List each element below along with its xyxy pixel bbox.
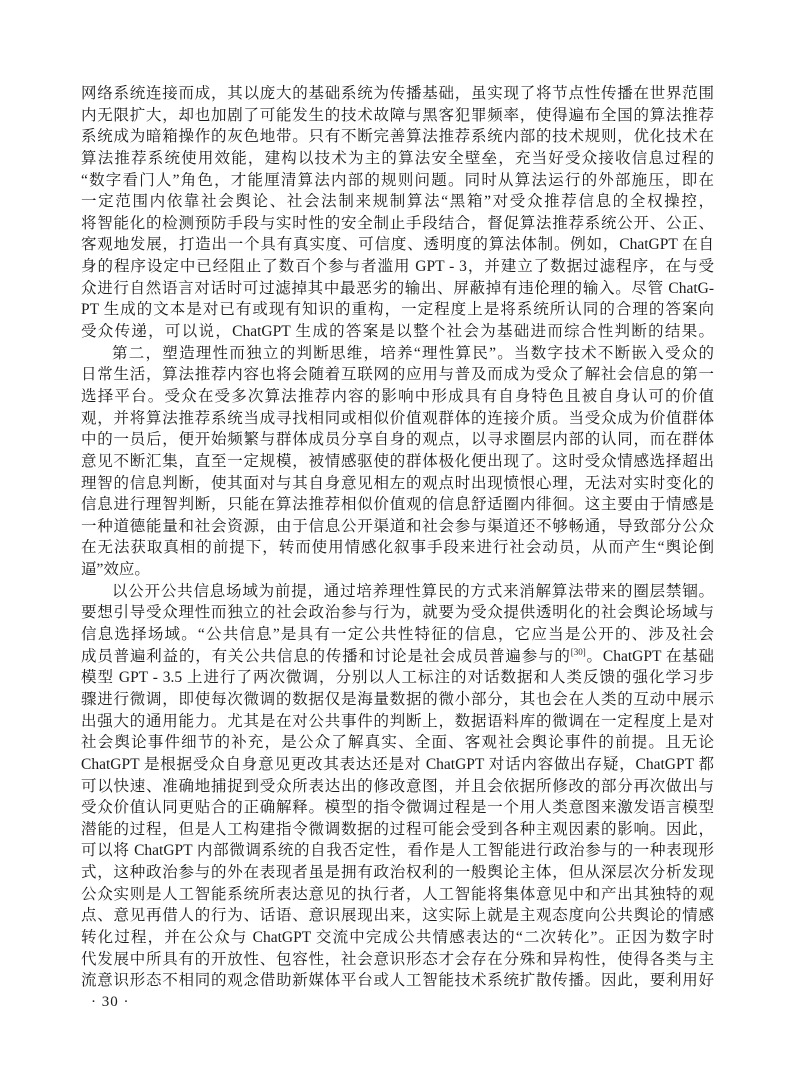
text-segment: 日常生活，算法推荐内容也将会随着互联网的应用与普及而成为受众了解社会信息的第一: [81, 366, 714, 384]
text-line: [81, 170, 714, 192]
text-segment: 观，并将算法推荐系统当成寻找相同或相似价值观群体的连接介质。当受众成为价值群体: [81, 409, 714, 427]
text-line: [81, 256, 714, 278]
text-line: [81, 840, 714, 862]
text-segment: 系统成为暗箱操作的灰色地带。只有不断完善算法推荐系统内部的技术规则，优化技术在: [81, 128, 714, 146]
text-line: [81, 797, 714, 819]
text-segment: 一种道德能量和社会资源，由于信息公开渠道和社会参与渠道还不够畅通，导致部分公众: [81, 517, 714, 535]
text-line: [81, 537, 714, 559]
text-block: [81, 83, 714, 992]
text-line: [81, 754, 714, 776]
text-line: [81, 667, 714, 689]
text-segment: 身的程序设定中已经阻止了数百个参与者滥用 GPT - 3，并建立了数据过滤程序，在与受: [81, 258, 714, 276]
text-segment: 模型 GPT - 3.5 上进行了两次微调，分别以人工标注的对话数据和人类反馈的强化学习步: [81, 669, 714, 687]
text-segment: 可以快速、准确地捕捉到受众所表达出的修改意图，并且会依据所修改的部分再次做出与: [81, 777, 714, 795]
text-segment: 潜能的过程，但是人工构建指令微调数据的过程可能会受到各种主观因素的影响。因此，: [81, 820, 714, 838]
text-line: [81, 148, 714, 170]
text-line: [81, 234, 714, 256]
text-line: [81, 429, 714, 451]
text-segment: 众进行自然语言对话时可过滤掉其中最恶劣的输出、屏蔽掉有违伦理的输入。尽管 ChatG-: [81, 279, 714, 297]
text-line: [81, 516, 714, 538]
text-line: [81, 711, 714, 733]
text-line: [81, 581, 714, 603]
text-line: [81, 83, 714, 105]
text-segment: 代发展中所具有的开放性、包容性，社会意识形态才会存在分殊和异构性，使得各类与主: [81, 950, 714, 968]
text-segment: 受众传递，可以说，ChatGPT 生成的答案是以整个社会为基础进而综合性判断的结果。: [81, 323, 714, 341]
text-line: [81, 559, 714, 581]
text-segment: 客观地发展，打造出一个具有真实度、可信度、透明度的算法体制。例如，ChatGPT 在自: [81, 236, 714, 254]
text-line: [81, 408, 714, 430]
text-segment: 流意识形态不相同的观念借助新媒体平台或人工智能技术系统扩散传播。因此，要利用好: [81, 972, 714, 990]
text-segment: 可以将 ChatGPT 内部微调系统的自我否定性，看作是人工智能进行政治参与的一种表现形: [81, 842, 714, 860]
text-segment: 理智的信息判断，使其面对与其自身意见相左的观点时出现愤恨心理，无法对实时变化的: [81, 474, 714, 492]
footnote-ref: [30]: [570, 646, 586, 657]
text-segment: ChatGPT 是根据受众自身意见更改其表达还是对 ChatGPT 对话内容做出存疑，ChatGPT 都: [81, 755, 714, 773]
text-segment: 中的一员后，便开始频繁与群体成员分享自身的观点，以寻求圈层内部的认同，而在群体: [81, 431, 714, 449]
text-line: [81, 970, 714, 992]
text-segment: 成员普遍利益的，有关公共信息的传播和讨论是社会成员普遍参与的: [81, 647, 571, 665]
text-line: [81, 364, 714, 386]
text-line: [81, 451, 714, 473]
text-line: [81, 343, 714, 365]
text-segment: “数字看门人”角色，才能厘清算法内部的规则问题。同时从算法运行的外部施压，即在: [81, 171, 714, 189]
text-line: [81, 905, 714, 927]
text-line: [81, 105, 714, 127]
text-segment: 出强大的通用能力。尤其是在对公共事件的判断上，数据语料库的微调在一定程度上是对: [81, 712, 714, 730]
text-line: [81, 299, 714, 321]
text-segment: 转化过程，并在公众与 ChatGPT 交流中完成公共情感表达的“二次转化”。正因为数字时: [81, 928, 714, 946]
text-segment: 逼”效应。: [81, 561, 150, 579]
text-segment: 式，这种政治参与的外在表现者虽是拥有政治权利的一般舆论主体，但从深层次分析发现: [81, 864, 714, 882]
text-line: [81, 278, 714, 300]
text-segment: 骤进行微调，即使每次微调的数据仅是海量数据的微小部分，其也会在人类的互动中展示: [81, 690, 714, 708]
text-segment: 公众实则是人工智能系统所表达意见的执行者，人工智能将集体意见中和产出其独特的观: [81, 885, 714, 903]
text-line: [81, 473, 714, 495]
page-number: · 30 ·: [91, 994, 130, 1010]
text-segment: PT 生成的文本是对已有或现有知识的重构，一定程度上是将系统所认同的合理的答案向: [81, 301, 714, 319]
text-line: [81, 646, 714, 668]
text-line: [81, 819, 714, 841]
text-line: [81, 927, 714, 949]
text-segment: 信息选择场域。“公共信息”是具有一定公共性特征的信息，它应当是公开的、涉及社会: [81, 626, 714, 644]
text-line: [81, 213, 714, 235]
text-line: [81, 126, 714, 148]
text-line: [81, 884, 714, 906]
text-segment: 。ChatGPT 在基础: [585, 647, 714, 665]
text-segment: 将智能化的检测预防手段与实时性的安全制止手段结合，督促算法推荐系统公开、公正、: [81, 214, 714, 232]
text-segment: 在无法获取真相的前提下，转而使用情感化叙事手段来进行社会动员，从而产生“舆论倒: [81, 539, 714, 557]
text-segment: 以公开公共信息场域为前提，通过培养理性算民的方式来消解算法带来的圈层禁锢。: [112, 582, 714, 600]
text-line: [81, 689, 714, 711]
text-line: [81, 776, 714, 798]
text-line: [81, 602, 714, 624]
text-segment: 意见不断汇集，直至一定规模，被情感驱使的群体极化便出现了。这时受众情感选择超出: [81, 452, 714, 470]
text-line: [81, 624, 714, 646]
text-line: [81, 949, 714, 971]
text-segment: 内无限扩大，却也加剧了可能发生的技术故障与黑客犯罪频率，使得遍布全国的算法推荐: [81, 106, 714, 124]
text-line: [81, 191, 714, 213]
text-segment: 受众价值认同更贴合的正确解释。模型的指令微调过程是一个用人类意图来激发语言模型: [81, 799, 714, 817]
text-segment: 一定范围内依靠社会舆论、社会法制来规制算法“黑箱”对受众推荐信息的全权操控，: [81, 193, 714, 211]
text-line: [81, 386, 714, 408]
text-segment: 要想引导受众理性而独立的社会政治参与行为，就要为受众提供透明化的社会舆论场域与: [81, 604, 714, 622]
text-segment: 信息进行理智判断，只能在算法推荐相似价值观的信息舒适圈内徘徊。这主要由于情感是: [81, 496, 714, 514]
text-segment: 选择平台。受众在受多次算法推荐内容的影响中形成具有自身特色且被自身认可的价值: [81, 387, 714, 405]
text-line: [81, 732, 714, 754]
text-segment: 网络系统连接而成，其以庞大的基础系统为传播基础，虽实现了将节点性传播在世界范围: [81, 85, 714, 102]
text-segment: 点、意见再借人的行为、话语、意识展现出来，这实际上就是主观态度向公共舆论的情感: [81, 907, 714, 925]
text-segment: 算法推荐系统使用效能，建构以技术为主的算法安全壁垒，充当好受众接收信息过程的: [81, 149, 714, 167]
text-line: [81, 494, 714, 516]
text-line: [81, 321, 714, 343]
text-segment: 第二，塑造理性而独立的判断思维，培养“理性算民”。当数字技术不断嵌入受众的: [112, 344, 714, 362]
text-line: [81, 862, 714, 884]
text-segment: 社会舆论事件细节的补充，是公众了解真实、全面、客观社会舆论事件的前提。且无论: [81, 734, 714, 752]
